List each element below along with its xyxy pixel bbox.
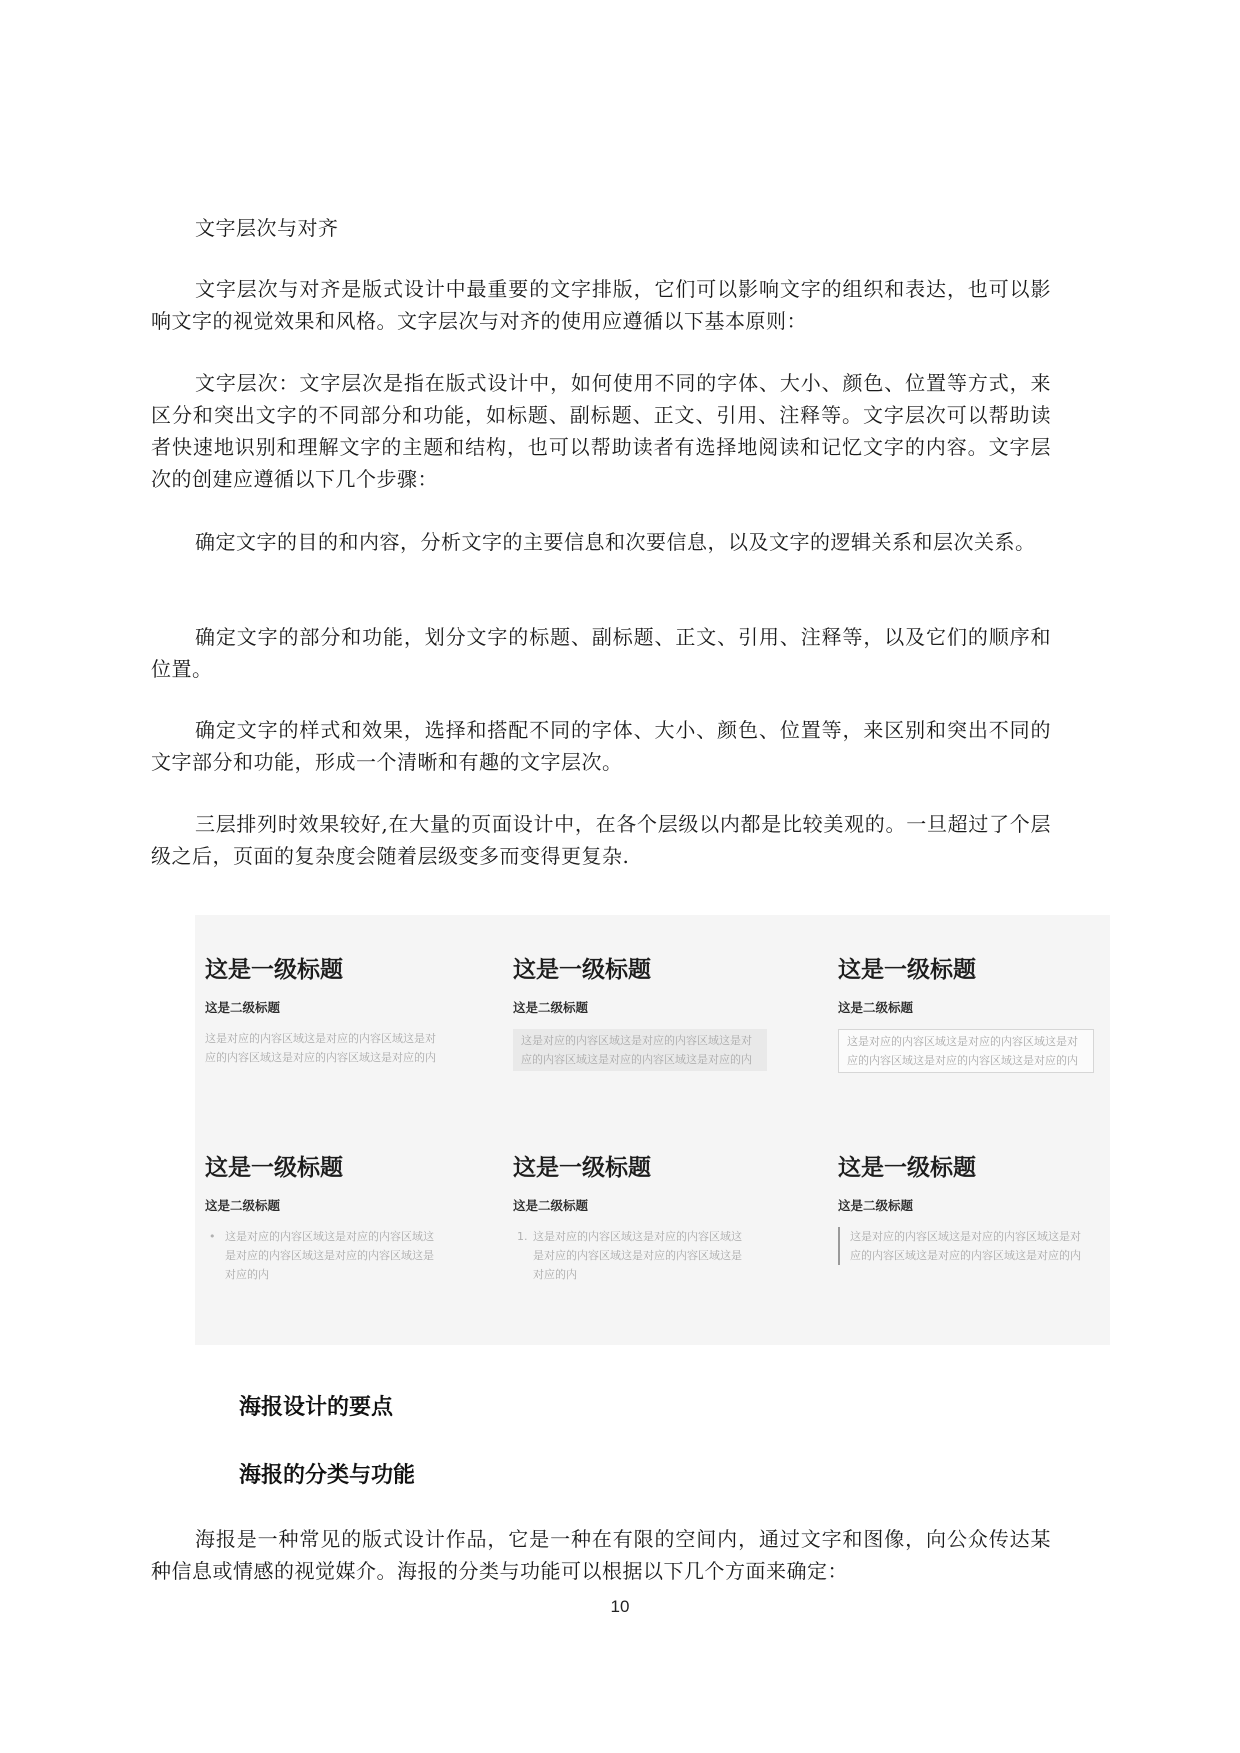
- hierarchy-example-figure: [195, 915, 1110, 1345]
- example-cell-bordered: [838, 955, 1098, 1073]
- paragraph-6: 三层排列时效果较好,在大量的页面设计中，在各个层级以内都是比较美观的。一旦超过了个层级之后，页面的复杂度会随着层级变多而变得更复杂.: [151, 812, 1051, 868]
- example-heading-level-2: 这是二级标题: [205, 1000, 281, 1015]
- example-heading-level-1: 这是一级标题: [838, 957, 976, 983]
- paragraph-poster-intro: 海报是一种常见的版式设计作品，它是一种在有限的空间内，通过文字和图像，向公众传达某种信息或情感的视觉媒介。海报的分类与功能可以根据以下几个方面来确定：: [151, 1527, 1051, 1583]
- bullet-marker: •: [209, 1230, 216, 1243]
- paragraph-1: 文字层次与对齐是版式设计中最重要的文字排版，它们可以影响文字的组织和表达，也可以影响文字的视觉效果和风格。文字层次与对齐的使用应遵循以下基本原则：: [151, 277, 1051, 333]
- example-body-text: 这是对应的内容区域这是对应的内容区域这是对应的内容区域这是对应的内容区域这是对应的内: [225, 1230, 434, 1281]
- example-cell-quote: [838, 1153, 1098, 1265]
- paragraph-5: 确定文字的样式和效果，选择和搭配不同的字体、大小、颜色、位置等，来区别和突出不同的文字部分和功能，形成一个清晰和有趣的文字层次。: [151, 718, 1051, 774]
- example-heading-level-2: 这是二级标题: [838, 1000, 914, 1015]
- example-heading-level-2: 这是二级标题: [838, 1198, 914, 1213]
- example-body-text-quote: 这是对应的内容区域这是对应的内容区域这是对应的内容区域这是对应的内容区域这是对应的内: [838, 1227, 1088, 1265]
- paragraph-3: 确定文字的目的和内容，分析文字的主要信息和次要信息，以及文字的逻辑关系和层次关系。: [195, 530, 1036, 554]
- example-body-bullet-list: [205, 1227, 449, 1284]
- example-heading-level-1: 这是一级标题: [838, 1155, 976, 1181]
- paragraph-4: 确定文字的部分和功能，划分文字的标题、副标题、正文、引用、注释等，以及它们的顺序和位置。: [151, 625, 1051, 681]
- example-heading-level-1: 这是一级标题: [513, 957, 651, 983]
- paragraph-2: 文字层次：文字层次是指在版式设计中，如何使用不同的字体、大小、颜色、位置等方式，来区分和突出文字的不同部分和功能，如标题、副标题、正文、引用、注释等。文字层次可以帮助读者快速地识别和理解文字的主题和结构，也可以帮助读者有选择地阅读和记忆文字的内容。文字层次的创建应遵循以下几个步骤：: [151, 371, 1051, 491]
- example-heading-level-1: 这是一级标题: [205, 1155, 343, 1181]
- example-body-numbered-list: [513, 1227, 757, 1284]
- example-cell-shaded: [513, 955, 773, 1071]
- example-body-text: 这是对应的内容区域这是对应的内容区域这是对应的内容区域这是对应的内容区域这是对应的内: [533, 1230, 742, 1281]
- example-body-text: 这是对应的内容区域这是对应的内容区域这是对应的内容区域这是对应的内容区域这是对应的内: [205, 1032, 436, 1064]
- number-marker: 1.: [517, 1230, 528, 1243]
- heading-poster-design-points: 海报设计的要点: [239, 1395, 394, 1420]
- section-title: 文字层次与对齐: [195, 216, 339, 240]
- example-heading-level-2: 这是二级标题: [205, 1198, 281, 1213]
- example-cell-numbered: [513, 1153, 773, 1284]
- example-cell-plain: [205, 955, 465, 1067]
- page-number: 10: [610, 1597, 630, 1616]
- example-heading-level-1: 这是一级标题: [205, 957, 343, 983]
- example-cell-bullet: [205, 1153, 465, 1284]
- example-body-text-bordered: 这是对应的内容区域这是对应的内容区域这是对应的内容区域这是对应的内容区域这是对应的内: [838, 1029, 1094, 1073]
- heading-poster-types-functions: 海报的分类与功能: [239, 1463, 416, 1488]
- example-heading-level-2: 这是二级标题: [513, 1000, 589, 1015]
- example-body-text-shaded: 这是对应的内容区域这是对应的内容区域这是对应的内容区域这是对应的内容区域这是对应的内: [513, 1029, 767, 1071]
- example-heading-level-2: 这是二级标题: [513, 1198, 589, 1213]
- example-heading-level-1: 这是一级标题: [513, 1155, 651, 1181]
